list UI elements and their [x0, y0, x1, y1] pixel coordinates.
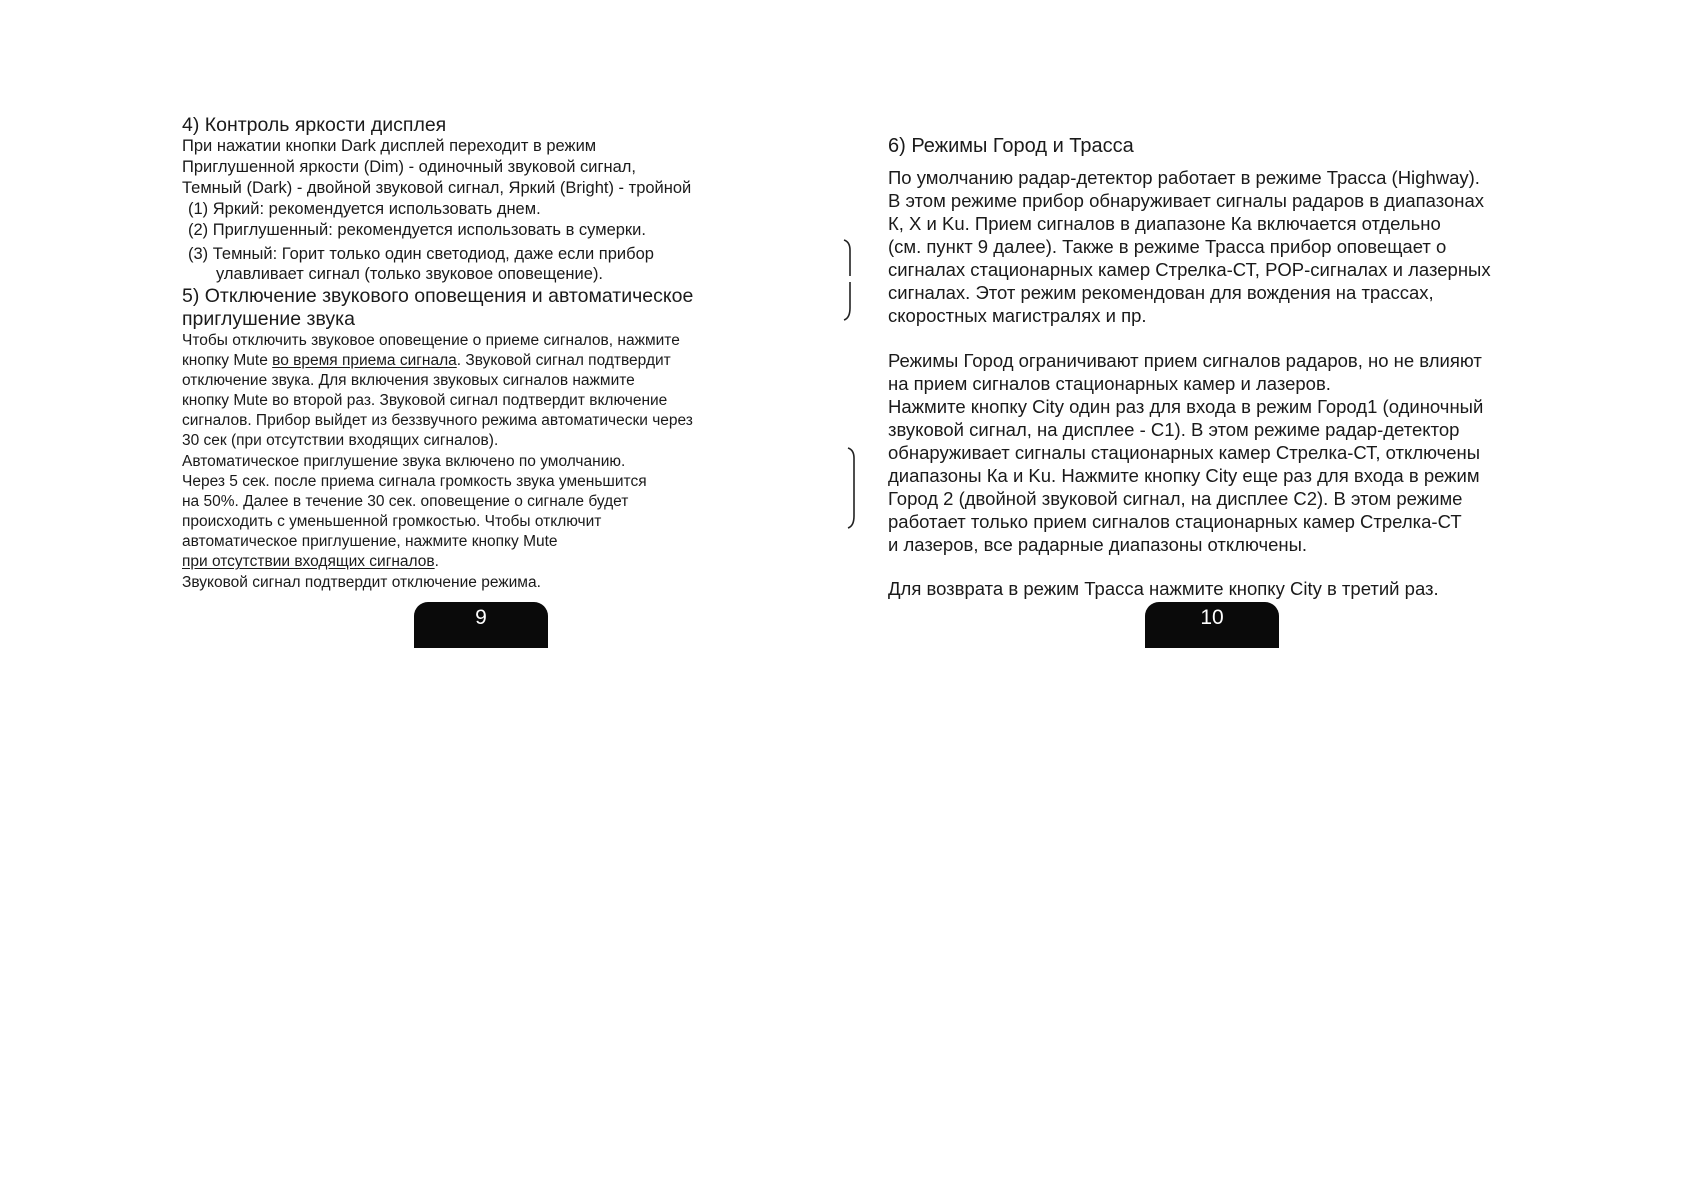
paragraph-line: К, Х и Ku. Прием сигналов в диапазоне Ка включается отдельно: [888, 213, 1441, 234]
section-5-title: 5) Отключение звукового оповещения и автоматическое: [182, 285, 694, 307]
section-4-title: 4) Контроль яркости дисплея: [182, 114, 447, 136]
paragraph-line: и лазеров, все радарные диапазоны отключены.: [888, 534, 1308, 555]
paragraph-line: сигналах стационарных камер Стрелка-СТ, POP-сигналах и лазерных: [888, 259, 1491, 280]
paragraph-line: диапазоны Ка и Ku. Нажмите кнопку City еще раз для входа в режим: [888, 465, 1480, 486]
section-5-title-cont: приглушение звука: [182, 308, 355, 330]
paragraph-line: В этом режиме прибор обнаруживает сигналы радаров в диапазонах: [888, 190, 1485, 211]
paragraph-line: скоростных магистралях и пр.: [888, 305, 1147, 326]
text-span: кнопку Mute: [182, 352, 273, 369]
section-5-line: Автоматическое приглушение звука включено по умолчанию.: [182, 453, 626, 470]
paragraph-line: Режимы Город ограничивают прием сигналов радаров, но не влияют: [888, 350, 1482, 371]
section-4-line: Приглушенной яркости (Dim) - одиночный звуковой сигнал,: [182, 158, 636, 176]
paragraph-line: (см. пункт 9 далее). Также в режиме Трасса прибор оповещает о: [888, 236, 1447, 257]
paragraph-line: на прием сигналов стационарных камер и лазеров.: [888, 373, 1331, 394]
section-6-title: 6) Режимы Город и Трасса: [888, 135, 1134, 157]
section-5-line: сигналов. Прибор выйдет из беззвучного режима автоматически через: [182, 412, 693, 429]
section-5-line: Звуковой сигнал подтвердит отключение режима.: [182, 574, 541, 591]
paragraph-line: звуковой сигнал, на дисплее - С1). В этом режиме радар-детектор: [888, 419, 1460, 440]
section-5-line: Чтобы отключить звуковое оповещение о приеме сигналов, нажмите: [182, 332, 680, 349]
section-4-line: Темный (Dark) - двойной звуковой сигнал, Яркий (Bright) - тройной: [182, 179, 692, 197]
paragraph-line: По умолчанию радар-детектор работает в режиме Трасса (Highway).: [888, 167, 1480, 188]
section-5-line: кнопку Mute во второй раз. Звуковой сигнал подтвердит включение: [182, 392, 668, 409]
paragraph-line: Для возврата в режим Трасса нажмите кнопку City в третий раз.: [888, 578, 1439, 599]
section-5-line: [182, 352, 671, 370]
section-5-line: Через 5 сек. после приема сигнала громкость звука уменьшится: [182, 473, 647, 490]
brightness-item: (3) Темный: Горит только один светодиод, даже если прибор: [188, 245, 654, 263]
section-5-line: автоматическое приглушение, нажмите кнопку Mute: [182, 533, 558, 550]
section-5-line: происходить с уменьшенной громкостью. Чтобы отключит: [182, 513, 602, 530]
text-span: . Звуковой сигнал подтвердит: [456, 352, 671, 369]
paragraph-line: сигналах. Этот режим рекомендован для вождения на трассах,: [888, 282, 1434, 303]
margin-bracket-mark: [842, 238, 856, 322]
page-number-tab: 10: [1145, 602, 1279, 648]
text-span: .: [434, 553, 439, 570]
paragraph-line: работает только прием сигналов стационарных камер Стрелка-СТ: [888, 511, 1462, 532]
brightness-item: (2) Приглушенный: рекомендуется использовать в сумерки.: [188, 221, 646, 239]
margin-bracket-mark: [846, 446, 860, 530]
section-5-line: на 50%. Далее в течение 30 сек. оповещение о сигнале будет: [182, 493, 629, 510]
section-5-line: отключение звука. Для включения звуковых сигналов нажмите: [182, 372, 635, 389]
underlined-text: во время приема сигнала: [272, 352, 457, 369]
brightness-item-continuation: улавливает сигнал (только звуковое оповещение).: [216, 265, 604, 283]
paragraph-line: Нажмите кнопку City один раз для входа в режим Город1 (одиночный: [888, 396, 1484, 417]
underlined-text: при отсутствии входящих сигналов: [182, 553, 435, 570]
section-5-line: 30 сек (при отсутствии входящих сигналов).: [182, 432, 499, 449]
brightness-item: (1) Яркий: рекомендуется использовать днем.: [188, 200, 541, 218]
section-5-line: [182, 553, 439, 571]
section-4-line: При нажатии кнопки Dark дисплей переходит в режим: [182, 137, 597, 155]
page-number-tab: 9: [414, 602, 548, 648]
paragraph-line: Город 2 (двойной звуковой сигнал, на дисплее С2). В этом режиме: [888, 488, 1463, 509]
paragraph-line: обнаруживает сигналы стационарных камер Стрелка-СТ, отключены: [888, 442, 1481, 463]
